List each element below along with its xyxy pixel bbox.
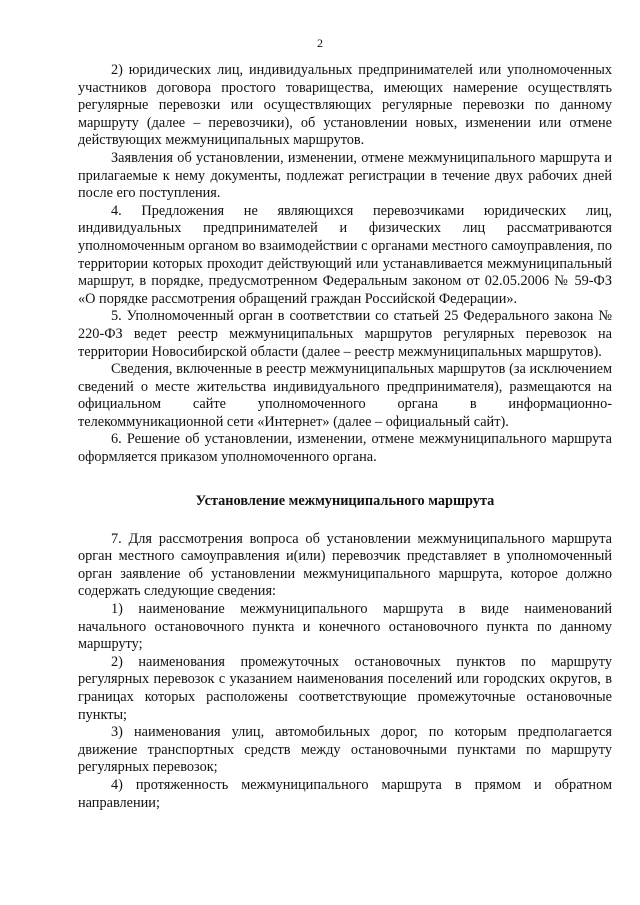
paragraph-item-2-carriers: 2) юридических лиц, индивидуальных предпринимателей или уполномоченных участников договора простого товарищества, имеющих намерение осуществлять регулярные перевозки или осуществляющих регулярные перевозки по данному маршруту (далее – перевозчики), об установлении новых, изменении или отмене действующих межмуниципальных маршрутов.	[78, 62, 612, 149]
paragraph-clause-6: 6. Решение об установлении, изменении, отмене межмуниципального маршрута оформляется приказом уполномоченного органа.	[78, 431, 612, 466]
list-item-intermediate-stops: 2) наименования промежуточных остановочных пунктов по маршруту регулярных перевозок с указанием наименования поселений или городских округов, в границах которых расположены соответствующие промежуточные остановочные пункты;	[78, 653, 612, 723]
list-item-streets-roads: 3) наименования улиц, автомобильных дорог, по которым предполагается движение транспортных средств между остановочными пунктами по маршруту регулярных перевозок;	[78, 724, 612, 776]
document-body	[78, 62, 612, 812]
page-number: 2	[317, 36, 323, 50]
paragraph-clause-4: 4. Предложения не являющихся перевозчиками юридических лиц, индивидуальных предпринимателей и физических лиц рассматриваются уполномоченным органом во взаимодействии с органами местного самоуправления, по территории которых проходит действующий или устанавливается межмуниципальный маршрут, в порядке, предусмотренном Федеральным законом от 02.05.2006 № 59-ФЗ «О порядке рассмотрения обращений граждан Российской Федерации».	[78, 202, 612, 307]
list-item-route-length: 4) протяженность межмуниципального маршрута в прямом и обратном направлении;	[78, 776, 612, 811]
list-item-route-name: 1) наименование межмуниципального маршрута в виде наименований начального остановочного пункта и конечного остановочного пункта по данному маршруту;	[78, 601, 612, 653]
paragraph-applications-registration: Заявления об установлении, изменении, отмене межмуниципального маршрута и прилагаемые к нему документы, подлежат регистрации в течение двух рабочих дней после его поступления.	[78, 149, 612, 202]
paragraph-clause-5: 5. Уполномоченный орган в соответствии со статьей 25 Федерального закона № 220-ФЗ ведет реестр межмуниципальных маршрутов регулярных перевозок на территории Новосибирской области (далее – реестр межмуниципальных маршрутов).	[78, 308, 612, 360]
paragraph-clause-7: 7. Для рассмотрения вопроса об установлении межмуниципального маршрута орган местного самоуправления и(или) перевозчик представляет в уполномоченный орган заявление об установлении межмуниципального маршрута, которое должно содержать следующие сведения:	[78, 530, 612, 600]
paragraph-registry-info: Сведения, включенные в реестр межмуниципальных маршрутов (за исключением сведений о месте жительства индивидуального предпринимателя), размещаются на официальном сайте уполномоченного органа в информационно-телекоммуникационной сети «Интернет» (далее – официальный сайт).	[78, 361, 612, 430]
section-heading: Установление межмуниципального маршрута	[195, 492, 495, 509]
